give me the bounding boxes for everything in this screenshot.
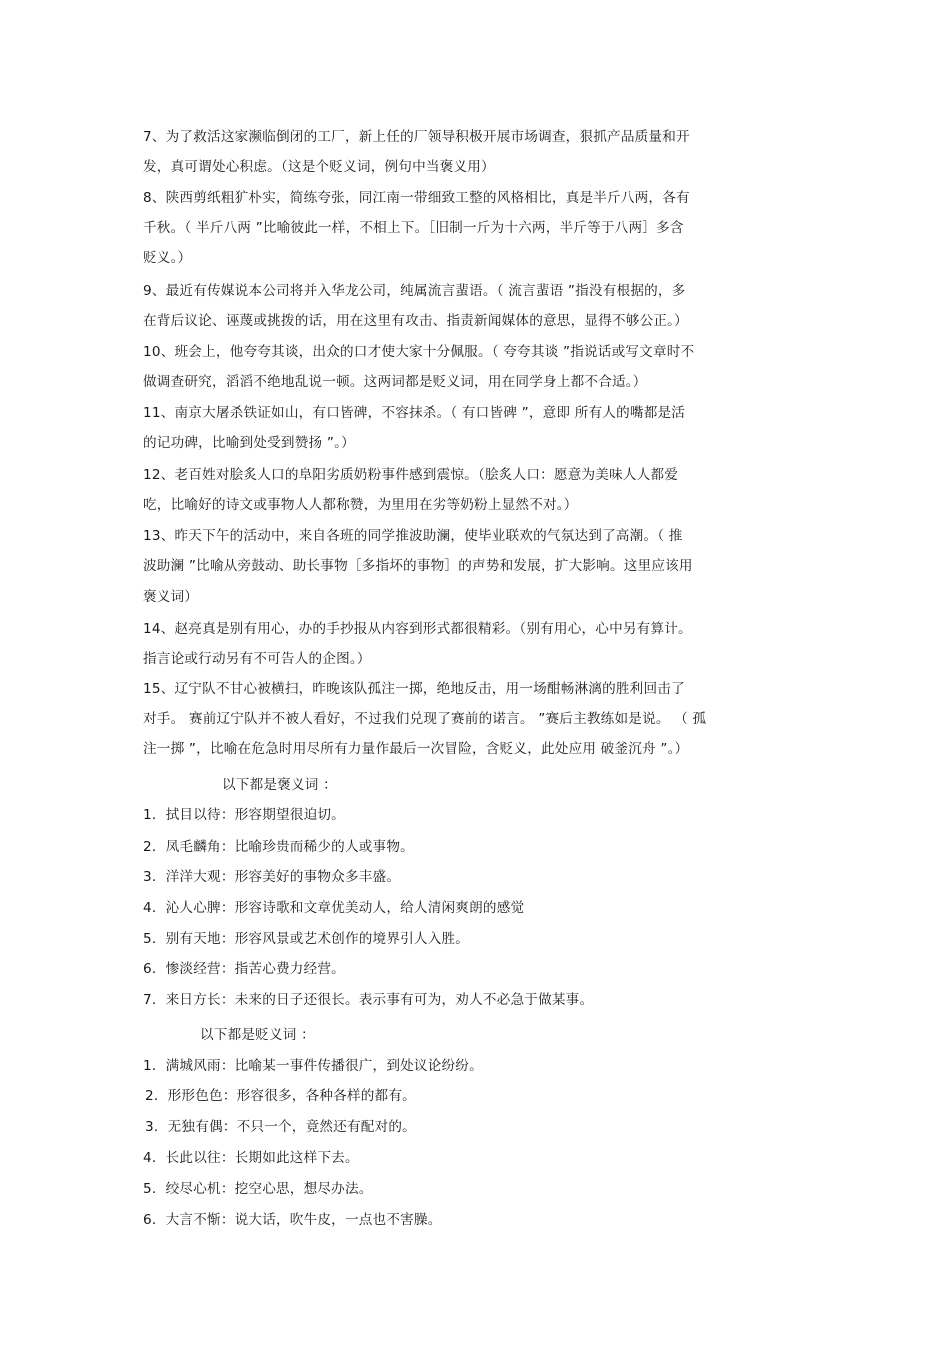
praise-item-2: 2．凤毛麟角：比喻珍贵而稀少的人或事物。 [143, 839, 414, 855]
example-8-line-2: 千秋。（ 半斤八两 ”比喻彼此一样，不相上下。［旧制一斤为十六两，半斤等于八两］多含 [143, 220, 684, 236]
praise-item-6: 6．惨淡经营：指苦心费力经营。 [143, 961, 345, 977]
example-9-line-2: 在背后议论、诬蔑或挑拨的话，用在这里有攻击、指责新闻媒体的意思，显得不够公正。） [143, 313, 688, 329]
example-12-line-2: 吃，比喻好的诗文或事物人人都称赞，为里用在劣等奶粉上显然不对。） [143, 497, 578, 513]
praise-heading: 以下都是褒义词 ： [222, 777, 337, 793]
example-10-line-2: 做调查研究，滔滔不绝地乱说一顿。这两词都是贬义词，用在同学身上都不合适。） [143, 374, 647, 390]
example-8-line-3: 贬义。） [143, 250, 192, 266]
derog-heading: 以下都是贬义词 ： [200, 1027, 315, 1043]
example-13-line-3: 褒义词） [143, 589, 199, 605]
example-14-line-2: 指言论或行动另有不可告人的企图。） [143, 651, 371, 667]
derog-item-2: 2．形形色色：形容很多，各种各样的都有。 [145, 1088, 416, 1104]
example-7-line-2: 发，真可谓处心积虑。（这是个贬义词，例句中当褒义用） [143, 159, 495, 175]
example-13-line-2: 波助澜 ”比喻从旁鼓动、助长事物［多指坏的事物］的声势和发展，扩大影响。这里应该用 [143, 558, 693, 574]
example-15-line-2: 对手。 赛前辽宁队并不被人看好，不过我们兑现了赛前的诺言。 ”赛后主教练如是说。 （ 孤 [143, 711, 707, 727]
example-7-line-1: 7、为了救活这家濒临倒闭的工厂，新上任的厂领导积极开展市场调查，狠抓产品质量和开 [143, 129, 690, 145]
example-15-line-1: 15、辽宁队不甘心被横扫，昨晚该队孤注一掷，绝地反击，用一场酣畅淋漓的胜利回击了 [143, 681, 685, 697]
praise-item-1: 1．拭目以待：形容期望很迫切。 [143, 807, 345, 823]
praise-item-3: 3．洋洋大观：形容美好的事物众多丰盛。 [143, 869, 401, 885]
example-14-line-1: 14、赵亮真是别有用心，办的手抄报从内容到形式都很精彩。（别有用心，心中另有算计。 [143, 621, 692, 637]
example-11-line-2: 的记功碑，比喻到处受到赞扬 ”。） [143, 435, 355, 451]
derog-item-3: 3．无独有偶：不只一个，竟然还有配对的。 [145, 1119, 416, 1135]
praise-item-4: 4．沁人心脾：形容诗歌和文章优美动人，给人清闲爽朗的感觉 [143, 900, 525, 916]
derog-item-6: 6．大言不惭：说大话，吹牛皮，一点也不害臊。 [143, 1212, 442, 1228]
example-9-line-1: 9、最近有传媒说本公司将并入华龙公司，纯属流言蜚语。（ 流言蜚语 ”指没有根据的，多 [143, 283, 686, 299]
example-8-line-1: 8、陕西剪纸粗犷朴实，简练夸张，同江南一带细致工整的风格相比，真是半斤八两，各有 [143, 190, 690, 206]
example-15-line-3: 注一掷 ”，比喻在危急时用尽所有力量作最后一次冒险，含贬义，此处应用 破釜沉舟 ”。） [143, 741, 689, 757]
example-11-line-1: 11、南京大屠杀铁证如山，有口皆碑，不容抹杀。（ 有口皆碑 ”，意即 所有人的嘴都是活 [143, 405, 686, 421]
praise-item-5: 5．别有天地：形容风景或艺术创作的境界引人入胜。 [143, 931, 470, 947]
derog-item-1: 1．满城风雨：比喻某一事件传播很广，到处议论纷纷。 [143, 1058, 483, 1074]
example-13-line-1: 13、昨天下午的活动中，来自各班的同学推波助澜，使毕业联欢的气氛达到了高潮。（ 推 [143, 528, 683, 544]
example-12-line-1: 12、老百姓对脍炙人口的阜阳劣质奶粉事件感到震惊。（脍炙人口：愿意为美味人人都爱 [143, 467, 679, 483]
derog-item-4: 4．长此以往：长期如此这样下去。 [143, 1150, 359, 1166]
praise-item-7: 7．来日方长：未来的日子还很长。表示事有可为，劝人不必急于做某事。 [143, 992, 594, 1008]
derog-item-5: 5．绞尽心机：挖空心思，想尽办法。 [143, 1181, 373, 1197]
example-10-line-1: 10、班会上，他夸夸其谈，出众的口才使大家十分佩服。（ 夸夸其谈 ”指说话或写文章时不 [143, 344, 695, 360]
